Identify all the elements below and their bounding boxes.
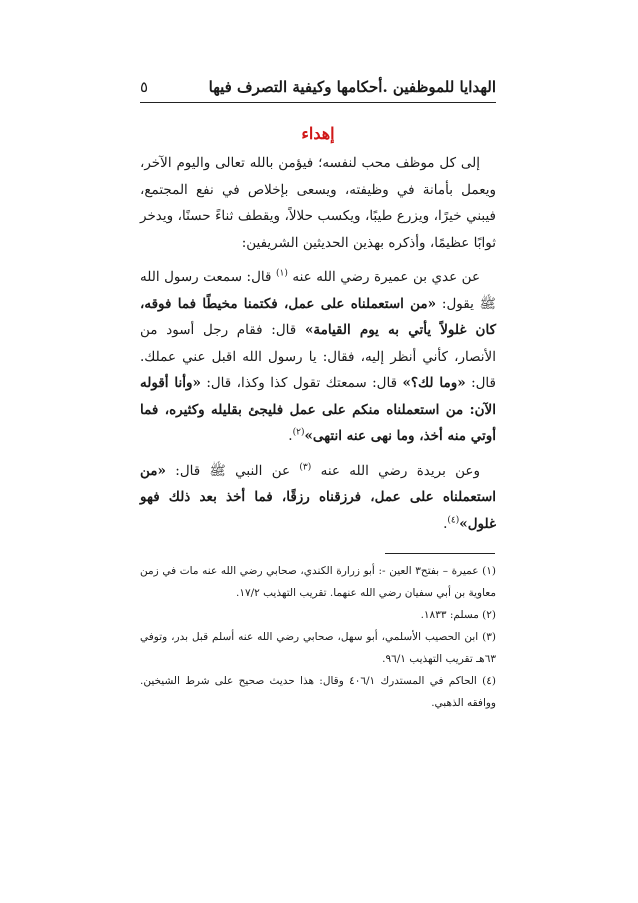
hadith-1-narration-1: قال: فقام رجل أسود من الأنصار، كأني أنظر إليه، فقال: يا رسول الله اقبل عني عملك. قال: [140, 322, 496, 391]
hadith-2-quote: «من استعملناه على عمل، فرزقناه رزقًا، فما أخذ بعد ذلك فهو غلول» [140, 462, 496, 532]
footnote-1: (١) عميرة – بفتح٣ العين -: أبو زرارة الكندي، صحابي رضي الله عنه مات في زمن معاوية بن أبي سفيان رضي الله عنهما. تقريب التهذيب ١٧/٢. [140, 565, 496, 599]
running-title: الهدايا للموظفين .أحكامها وكيفية التصرف فيها [208, 78, 496, 96]
paragraph-hadith-2 [140, 458, 496, 538]
footnote-ref-3: (٣) [299, 462, 312, 472]
hadith-1-quote-3: «وأنا أقوله الآن: من استعملناه منكم على عمل فليجئ بقليله وكثيره، فما أوتي منه أخذ، وما نهى عنه انتهى» [140, 375, 496, 444]
body-text [140, 150, 496, 545]
header-rule [140, 102, 496, 103]
hadith-2-said: عن النبي ﷺ قال: [165, 462, 300, 479]
footnotes [140, 560, 496, 714]
footnote-4: (٤) الحاكم في المستدرك ٤٠٦/١ وقال: هذا حديث صحيح على شرط الشيخين. ووافقه الذهبي. [140, 675, 496, 709]
footnote-rule [385, 553, 495, 554]
hadith-1-quote-1: «من استعملناه على عمل، فكتمنا مخيطًا فما فوقه، كان غلولاً يأتي به يوم القيامة» [140, 295, 496, 338]
footnote-ref-2: (٢) [292, 427, 305, 438]
footnote-3: (٣) ابن الحصيب الأسلمي، أبو سهل، صحابي رضي الله عنه أسلم قبل بدر، وتوفي ٦٣هـ تقريب التهذيب ٩٦/١. [140, 631, 496, 665]
paragraph-hadith-1 [140, 264, 496, 450]
page-header [140, 74, 496, 100]
hadith-1-narration-2: قال: سمعتك تقول كذا وكذا، قال: [200, 375, 403, 391]
dedication-title: إهداء [301, 124, 335, 143]
hadith-2-end: . [443, 515, 448, 532]
hadith-1-intro: عن عدي بن عميرة رضي الله عنه [292, 269, 480, 285]
footnote-ref-1: (١) [275, 268, 288, 279]
footnote-2: (٢) مسلم: ١٨٣٣. [420, 609, 496, 621]
hadith-1-end: . [288, 428, 293, 444]
hadith-1-quote-2: «وما لك؟» [402, 375, 466, 391]
hadith-1-said: قال: سمعت رسول الله ﷺ يقول: [140, 269, 496, 312]
paragraph-dedication: إلى كل موظف محب لنفسه؛ فيؤمن بالله تعالى واليوم الآخر، ويعمل بأمانة في وظيفته، ويسعى بإخلاص في نفع المجتمع، فيبني خيرًا، ويزرع طيبًا، ويكسب حلالاً، ويقطف ثناءً حسنًا، ويدخر ثوابًا عظيمًا، وأذكره بهذين الحديثين الشريفين: [140, 155, 496, 251]
hadith-2-intro: وعن بريدة رضي الله عنه [320, 462, 480, 479]
footnote-ref-4: (٤) [447, 515, 460, 525]
page-number: ٥ [140, 78, 149, 96]
